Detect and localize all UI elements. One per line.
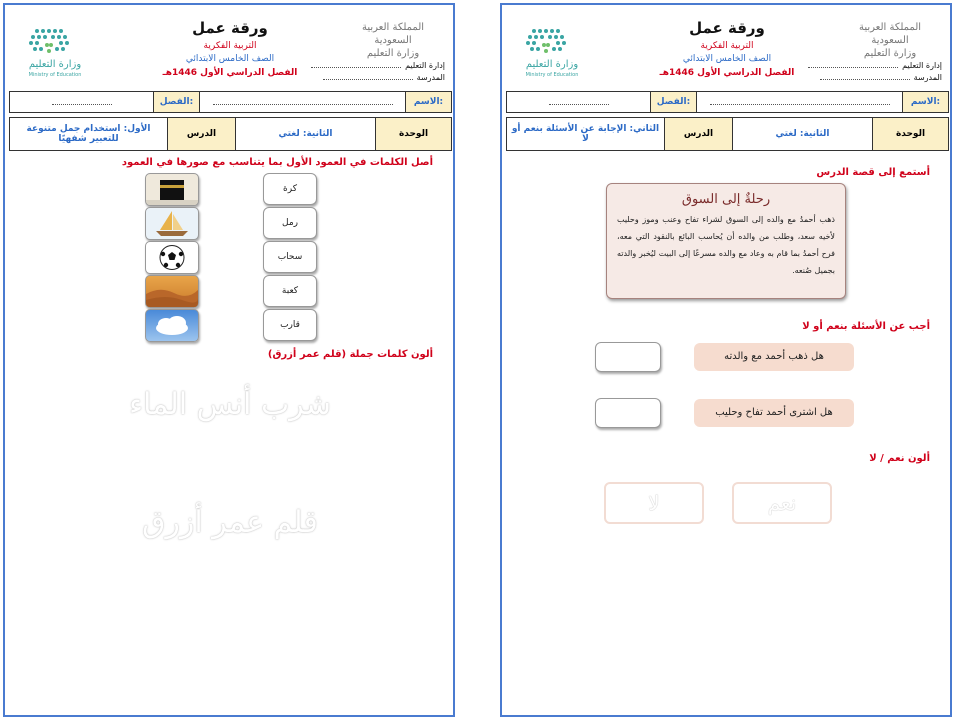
school-field[interactable]: المدرسة <box>802 73 942 82</box>
grade-label: الصف الخامس الابتدائي <box>185 54 275 64</box>
kingdom-line1: المملكة العربية السعودية <box>361 22 425 46</box>
worksheet-left <box>3 3 455 717</box>
class-input[interactable] <box>507 92 650 112</box>
name-input[interactable] <box>696 92 902 112</box>
boat-icon[interactable] <box>145 207 199 240</box>
term-label: الفصل الدراسي الأول 1446هـ <box>162 68 298 78</box>
answer-input[interactable] <box>595 342 661 372</box>
name-class-bar <box>9 91 452 113</box>
lesson-value: الثاني: الإجابة عن الأسئلة بنعم أو لا <box>511 124 660 144</box>
story-card <box>606 183 846 299</box>
yes-outline-word[interactable]: نعم <box>732 482 832 524</box>
grade-label: الصف الخامس الابتدائي <box>682 54 772 64</box>
worksheet-title: ورقة عمل <box>192 19 268 37</box>
ministry-logo-icon <box>17 25 81 57</box>
name-class-bar <box>506 91 949 113</box>
worksheet-right <box>500 3 952 717</box>
instruction-color-sentence: ألون كلمات جملة (قلم عمر أزرق) <box>267 349 433 360</box>
name-label: الاسم: <box>405 92 451 112</box>
unit-value: الثانية: لغتي <box>235 118 375 150</box>
class-label: الفصل: <box>650 92 696 112</box>
kingdom-line2: وزارة التعليم <box>366 48 420 59</box>
edu-admin-field[interactable]: إدارة التعليم <box>802 61 942 70</box>
kingdom-emblem <box>343 21 443 59</box>
word-box[interactable]: كعبة <box>263 275 317 307</box>
subject-label: التربية الفكرية <box>203 41 257 51</box>
name-input[interactable] <box>199 92 405 112</box>
unit-lesson-bar <box>506 117 949 151</box>
lesson-value: الأول: استخدام جمل متنوعة للتعبير شفهيًا <box>26 124 151 144</box>
ministry-logo-icon <box>514 25 578 57</box>
question-box: هل ذهب أحمد مع والدته <box>694 343 854 371</box>
word-box[interactable]: رمل <box>263 207 317 239</box>
name-label: الاسم: <box>902 92 948 112</box>
answer-input[interactable] <box>595 398 661 428</box>
instruction-match: أصل الكلمات في العمود الأول بما يتناسب مع صورها في العمود <box>121 157 433 168</box>
question-box: هل اشترى أحمد تفاح وحليب <box>694 399 854 427</box>
unit-value: الثانية: لغتي <box>732 118 872 150</box>
ball-icon[interactable] <box>145 241 199 274</box>
word-box[interactable]: سحاب <box>263 241 317 273</box>
instruction-listen: أستمع إلى قصة الدرس <box>816 167 930 178</box>
cloud-icon[interactable] <box>145 309 199 342</box>
unit-label: الوحدة <box>872 118 948 150</box>
unit-label: الوحدة <box>375 118 451 150</box>
kingdom-line2: وزارة التعليم <box>863 48 917 59</box>
lesson-label: الدرس <box>167 118 235 150</box>
ministry-logo-en: Ministry of Education <box>525 72 579 78</box>
kaaba-icon[interactable] <box>145 173 199 206</box>
instruction-color-yes-no: ألون نعم / لا <box>869 453 930 464</box>
worksheet-title: ورقة عمل <box>689 19 765 37</box>
edu-admin-field[interactable]: إدارة التعليم <box>305 61 445 70</box>
sentence-1[interactable]: شرب أنس الماء <box>128 387 331 422</box>
story-title: رحلةٌ إلى السوق <box>681 192 771 207</box>
ministry-logo <box>17 25 87 81</box>
no-outline-word[interactable]: لا <box>604 482 704 524</box>
unit-lesson-bar <box>9 117 452 151</box>
ministry-logo-text: وزارة التعليم <box>28 59 82 70</box>
sand-icon[interactable] <box>145 275 199 308</box>
word-box[interactable]: قارب <box>263 309 317 341</box>
lesson-label: الدرس <box>664 118 732 150</box>
subject-label: التربية الفكرية <box>700 41 754 51</box>
school-field[interactable]: المدرسة <box>305 73 445 82</box>
kingdom-line1: المملكة العربية السعودية <box>858 22 922 46</box>
kingdom-emblem <box>840 21 940 59</box>
class-input[interactable] <box>10 92 153 112</box>
ministry-logo-text: وزارة التعليم <box>525 59 579 70</box>
ministry-logo <box>514 25 584 81</box>
instruction-answer: أجب عن الأسئلة بنعم أو لا <box>802 321 930 332</box>
term-label: الفصل الدراسي الأول 1446هـ <box>659 68 795 78</box>
ministry-logo-en: Ministry of Education <box>28 72 82 78</box>
sentence-2[interactable]: قلم عمر أزرق <box>142 505 318 540</box>
story-text: ذهب أحمدُ مع والده إلى السوق لشراء تفاح وعنب وموز وحليب لأخيه سعد، وطلب من والده أن يُحاسب البائع بالنقود التي معه، فرح أحمدُ بما قام به وعاد مع والده مسرعًا إلى البيت ليُخبر والدته بجميل صُنعه. <box>617 215 835 275</box>
class-label: الفصل: <box>153 92 199 112</box>
word-box[interactable]: كرة <box>263 173 317 205</box>
